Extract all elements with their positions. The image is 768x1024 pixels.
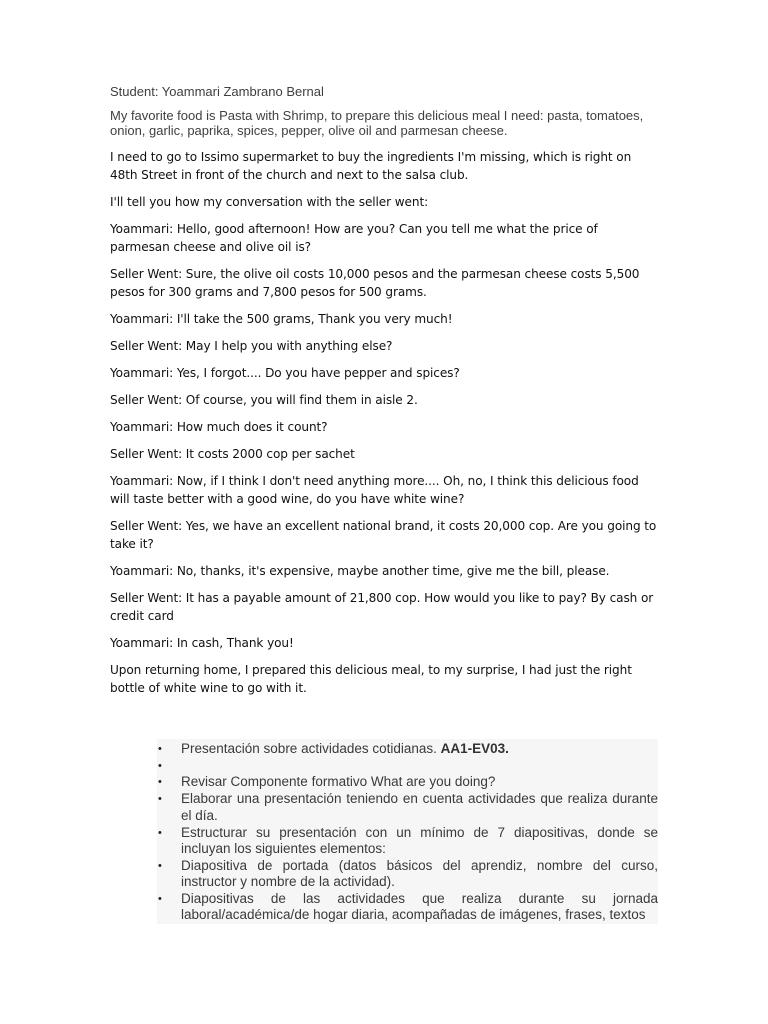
bullet-icon: • [158, 826, 162, 839]
intro-paragraph: My favorite food is Pasta with Shrimp, to prepare this delicious meal I need: pasta, tomatoes, onion, garlic, paprika, spices, pepper, olive oil and parmesan cheese. [110, 108, 644, 138]
dialogue-line: Yoammari: Yes, I forgot.... Do you have pepper and spices? [110, 366, 460, 380]
list-item [157, 825, 658, 858]
dialogue-line: Seller Went: It has a payable amount of 21,800 cop. How would you like to pay? By cash or credit card [110, 591, 654, 623]
dialogue-line: Seller Went: Of course, you will find them in aisle 2. [110, 393, 418, 407]
dialogue-line: Yoammari: Now, if I think I don't need anything more.... Oh, no, I think this delicious food will taste better with a good wine, do you have white wine? [110, 474, 639, 506]
list-item-text: Diapositivas de las actividades que realiza durante su jornada laboral/académica/de hogar diaria, acompañadas de imágenes, frases, textos [181, 890, 658, 923]
activity-instructions-list [157, 739, 658, 924]
list-item-text: Revisar Componente formativo What are you doing? [181, 774, 496, 790]
list-item-text: Presentación sobre actividades cotidianas. [181, 741, 441, 756]
bullet-icon: • [158, 793, 162, 806]
dialogue-line: Yoammari: In cash, Thank you! [110, 636, 294, 650]
dialogue-line: Seller Went: It costs 2000 cop per sachet [110, 447, 355, 461]
list-item-empty [157, 758, 658, 774]
bullet-icon: • [158, 743, 162, 755]
dialogue-line: Yoammari: Hello, good afternoon! How are you? Can you tell me what the price of parmesan cheese and olive oil is? [110, 222, 598, 254]
list-item [157, 741, 658, 757]
paragraph-conversation-intro: I'll tell you how my conversation with the seller went: [110, 195, 429, 209]
student-name: Student: Yoammari Zambrano Bernal [110, 84, 324, 99]
list-item [157, 791, 658, 824]
dialogue-line: Yoammari: No, thanks, it's expensive, maybe another time, give me the bill, please. [110, 564, 610, 578]
bullet-icon: • [158, 759, 162, 772]
activity-code: AA1-EV03. [440, 741, 509, 756]
dialogue-line: Yoammari: I'll take the 500 grams, Thank you very much! [110, 312, 453, 326]
dialogue-line: Yoammari: How much does it count? [110, 420, 328, 434]
dialogue-line: Seller Went: Sure, the olive oil costs 10,000 pesos and the parmesan cheese costs 5,500 pesos for 300 grams and 7,800 pesos for 500 grams. [110, 267, 640, 299]
list-item [157, 891, 658, 924]
list-item-text: Diapositiva de portada (datos básicos del aprendiz, nombre del curso, instructor y nombre de la actividad). [181, 857, 658, 890]
bullet-icon: • [158, 859, 162, 872]
paragraph-supermarket: I need to go to Issimo supermarket to buy the ingredients I'm missing, which is right on 48th Street in front of the church and next to the salsa club. [110, 150, 632, 182]
bullet-icon: • [158, 892, 162, 905]
bullet-icon: • [158, 776, 162, 789]
dialogue-line: Seller Went: May I help you with anything else? [110, 339, 393, 353]
document-body [110, 84, 658, 706]
list-item [157, 774, 658, 790]
list-item [157, 858, 658, 891]
list-item-text: Estructurar su presentación con un mínimo de 7 diapositivas, donde se incluyan los siguientes elementos: [181, 824, 658, 856]
closing-paragraph: Upon returning home, I prepared this delicious meal, to my surprise, I had just the right bottle of white wine to go with it. [110, 663, 632, 695]
dialogue-line: Seller Went: Yes, we have an excellent national brand, it costs 20,000 cop. Are you going to take it? [110, 519, 657, 551]
list-item-text: Elaborar una presentación teniendo en cuenta actividades que realiza durante el día. [181, 791, 658, 823]
